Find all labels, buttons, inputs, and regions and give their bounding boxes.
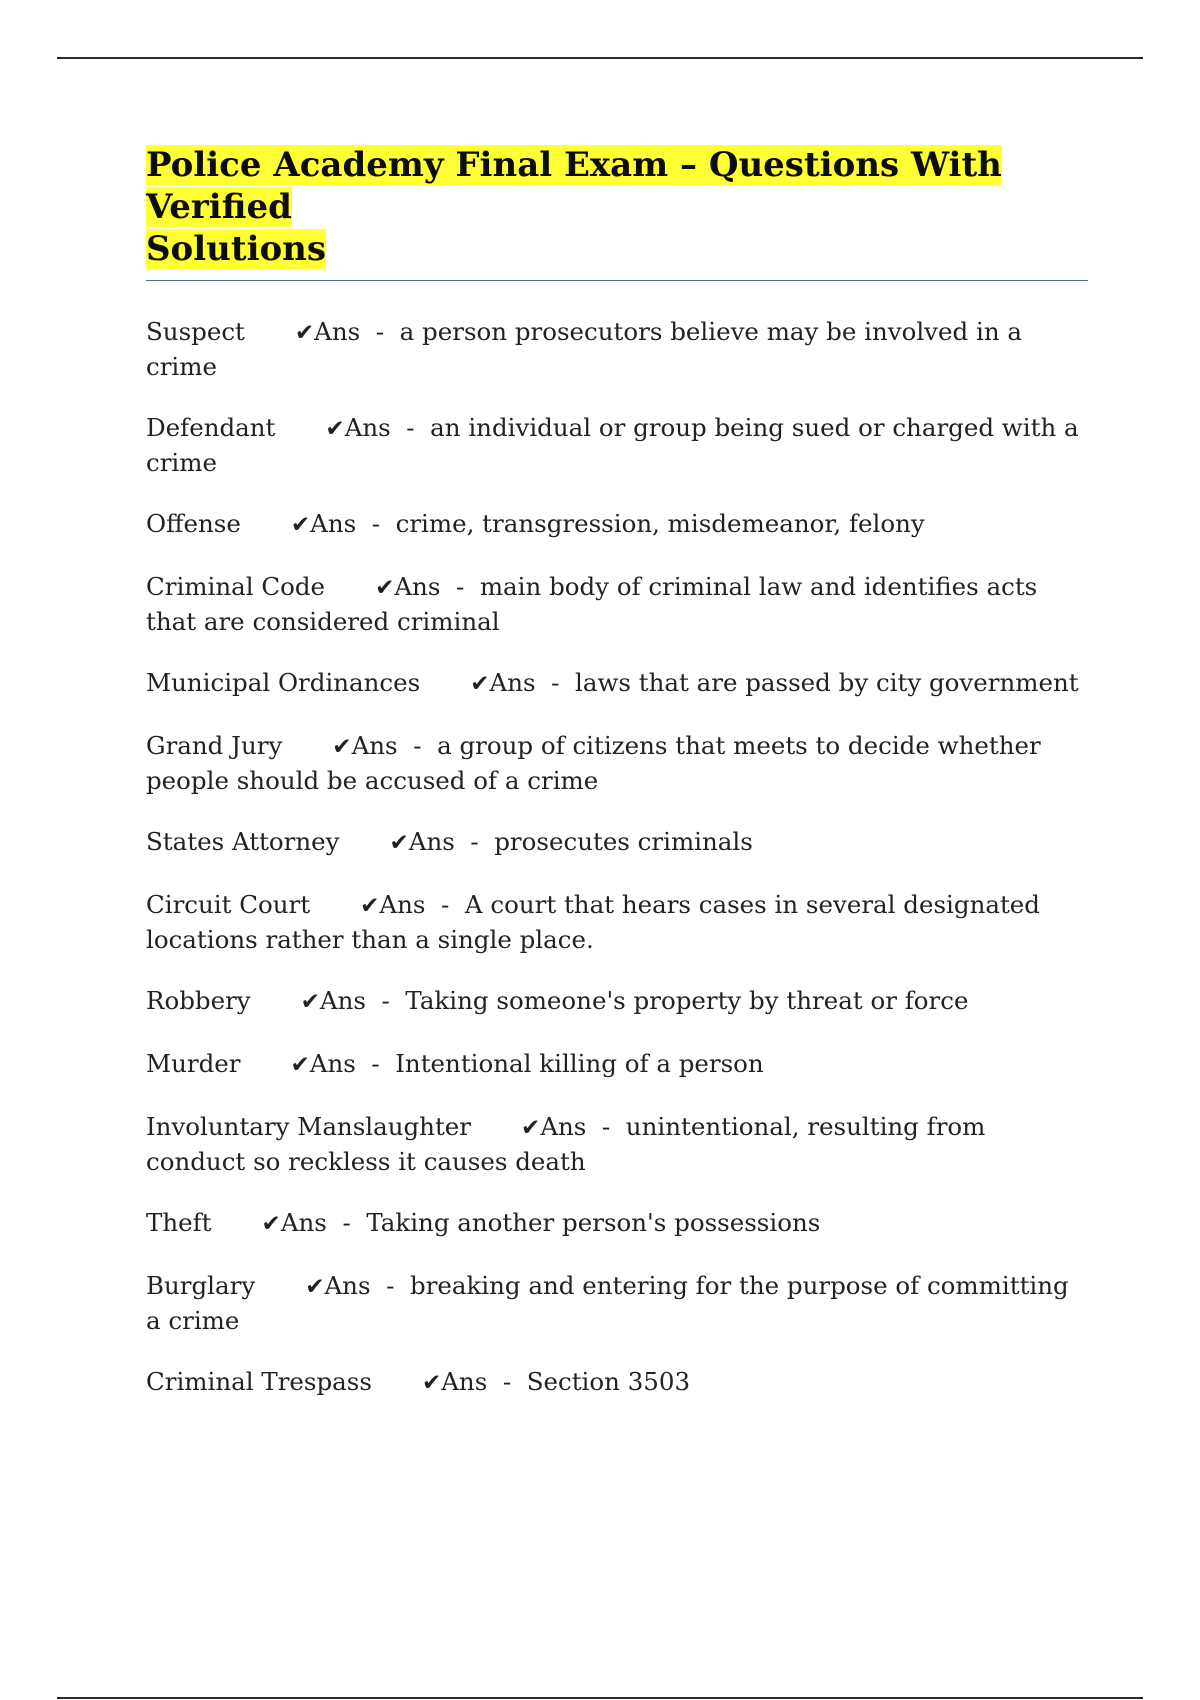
check-icon: ✔ bbox=[389, 830, 409, 856]
check-icon: ✔ bbox=[305, 1274, 325, 1300]
entry-definition: Section 3503 bbox=[526, 1367, 691, 1396]
document-title bbox=[146, 144, 1088, 270]
separator: - bbox=[535, 668, 575, 697]
title-line-2: Solutions bbox=[146, 229, 327, 269]
list-item bbox=[146, 729, 1088, 797]
title-line-1: Police Academy Final Exam – Questions With Verified bbox=[146, 145, 1002, 227]
entry-definition: main body of criminal law and identifies acts that are considered criminal bbox=[146, 572, 1038, 636]
check-icon: ✔ bbox=[470, 671, 490, 697]
list-item bbox=[146, 570, 1088, 638]
separator: - bbox=[397, 731, 438, 760]
list-item bbox=[146, 411, 1088, 479]
separator: - bbox=[487, 1367, 527, 1396]
ans-label: Ans bbox=[309, 1049, 356, 1078]
entry-definition: unintentional, resulting from conduct so reckless it causes death bbox=[146, 1112, 986, 1176]
answer-marker bbox=[470, 668, 535, 697]
ans-label: Ans bbox=[310, 509, 357, 538]
separator: - bbox=[360, 317, 400, 346]
list-item bbox=[146, 1110, 1088, 1178]
entry-term: Involuntary Manslaughter bbox=[146, 1112, 472, 1141]
ans-label: Ans bbox=[540, 1112, 587, 1141]
check-icon: ✔ bbox=[375, 575, 395, 601]
separator: - bbox=[370, 1271, 410, 1300]
check-icon: ✔ bbox=[360, 893, 380, 919]
check-icon: ✔ bbox=[290, 1052, 310, 1078]
answer-marker bbox=[332, 731, 397, 760]
entry-definition: A court that hears cases in several designated locations rather than a single place. bbox=[146, 890, 1040, 954]
ans-label: Ans bbox=[379, 890, 426, 919]
separator: - bbox=[390, 413, 431, 442]
entry-definition: a group of citizens that meets to decide whether people should be accused of a crime bbox=[146, 731, 1041, 795]
entry-definition: crime, transgression, misdemeanor, felony bbox=[395, 509, 925, 538]
entry-term: Murder bbox=[146, 1049, 241, 1078]
list-item bbox=[146, 666, 1088, 701]
entry-definition: laws that are passed by city government bbox=[575, 668, 1079, 697]
entry-definition: an individual or group being sued or charged with a crime bbox=[146, 413, 1079, 477]
entry-term: Offense bbox=[146, 509, 241, 538]
ans-label: Ans bbox=[441, 1367, 488, 1396]
separator: - bbox=[326, 1208, 367, 1237]
check-icon: ✔ bbox=[325, 416, 345, 442]
list-item bbox=[146, 1047, 1088, 1082]
answer-marker bbox=[290, 1049, 355, 1078]
check-icon: ✔ bbox=[261, 1211, 281, 1237]
entry-definition: a person prosecutors believe may be involved in a crime bbox=[146, 317, 1023, 381]
entry-term: Municipal Ordinances bbox=[146, 668, 421, 697]
ans-label: Ans bbox=[319, 986, 366, 1015]
answer-marker bbox=[262, 1208, 327, 1237]
answer-marker bbox=[325, 413, 390, 442]
entry-term: Suspect bbox=[146, 317, 245, 346]
check-icon: ✔ bbox=[300, 989, 320, 1015]
entry-definition: Intentional killing of a person bbox=[395, 1049, 764, 1078]
answer-marker bbox=[301, 986, 366, 1015]
answer-marker bbox=[389, 827, 454, 856]
entry-term: Criminal Trespass bbox=[146, 1367, 372, 1396]
entry-definition: Taking someone's property by threat or force bbox=[405, 986, 969, 1015]
separator: - bbox=[440, 572, 480, 601]
list-item bbox=[146, 1365, 1088, 1400]
entry-term: Robbery bbox=[146, 986, 251, 1015]
ans-label: Ans bbox=[314, 317, 361, 346]
answer-marker bbox=[360, 890, 425, 919]
separator: - bbox=[586, 1112, 626, 1141]
ans-label: Ans bbox=[344, 413, 391, 442]
entry-term: Circuit Court bbox=[146, 890, 311, 919]
entry-term: Theft bbox=[146, 1208, 212, 1237]
entry-list bbox=[146, 315, 1088, 1400]
page-top-rule bbox=[57, 57, 1143, 59]
answer-marker bbox=[305, 1271, 370, 1300]
entry-term: Grand Jury bbox=[146, 731, 283, 760]
entry-term: Criminal Code bbox=[146, 572, 326, 601]
separator: - bbox=[355, 1049, 396, 1078]
answer-marker bbox=[375, 572, 440, 601]
answer-marker bbox=[422, 1367, 487, 1396]
entry-definition: breaking and entering for the purpose of committing a crime bbox=[146, 1271, 1069, 1335]
separator: - bbox=[425, 890, 465, 919]
ans-label: Ans bbox=[351, 731, 398, 760]
title-underline bbox=[146, 280, 1088, 281]
check-icon: ✔ bbox=[294, 320, 315, 346]
entry-definition: Taking another person's possessions bbox=[366, 1208, 821, 1237]
list-item bbox=[146, 507, 1088, 542]
answer-marker bbox=[521, 1112, 586, 1141]
separator: - bbox=[356, 509, 396, 538]
list-item bbox=[146, 1206, 1088, 1241]
separator: - bbox=[365, 986, 406, 1015]
entry-definition: prosecutes criminals bbox=[494, 827, 753, 856]
entry-term: Burglary bbox=[146, 1271, 256, 1300]
list-item bbox=[146, 825, 1088, 860]
check-icon: ✔ bbox=[421, 1370, 442, 1396]
answer-marker bbox=[291, 509, 356, 538]
list-item bbox=[146, 315, 1088, 383]
entry-term: States Attorney bbox=[146, 827, 340, 856]
entry-term: Defendant bbox=[146, 413, 276, 442]
page-bottom-rule bbox=[57, 1697, 1143, 1699]
ans-label: Ans bbox=[394, 572, 441, 601]
document-body bbox=[146, 144, 1088, 1428]
separator: - bbox=[454, 827, 495, 856]
ans-label: Ans bbox=[489, 668, 536, 697]
list-item bbox=[146, 984, 1088, 1019]
list-item bbox=[146, 888, 1088, 956]
check-icon: ✔ bbox=[332, 734, 352, 760]
answer-marker bbox=[295, 317, 360, 346]
list-item bbox=[146, 1269, 1088, 1337]
ans-label: Ans bbox=[408, 827, 455, 856]
check-icon: ✔ bbox=[521, 1115, 541, 1141]
ans-label: Ans bbox=[280, 1208, 327, 1237]
check-icon: ✔ bbox=[290, 512, 311, 538]
ans-label: Ans bbox=[324, 1271, 371, 1300]
